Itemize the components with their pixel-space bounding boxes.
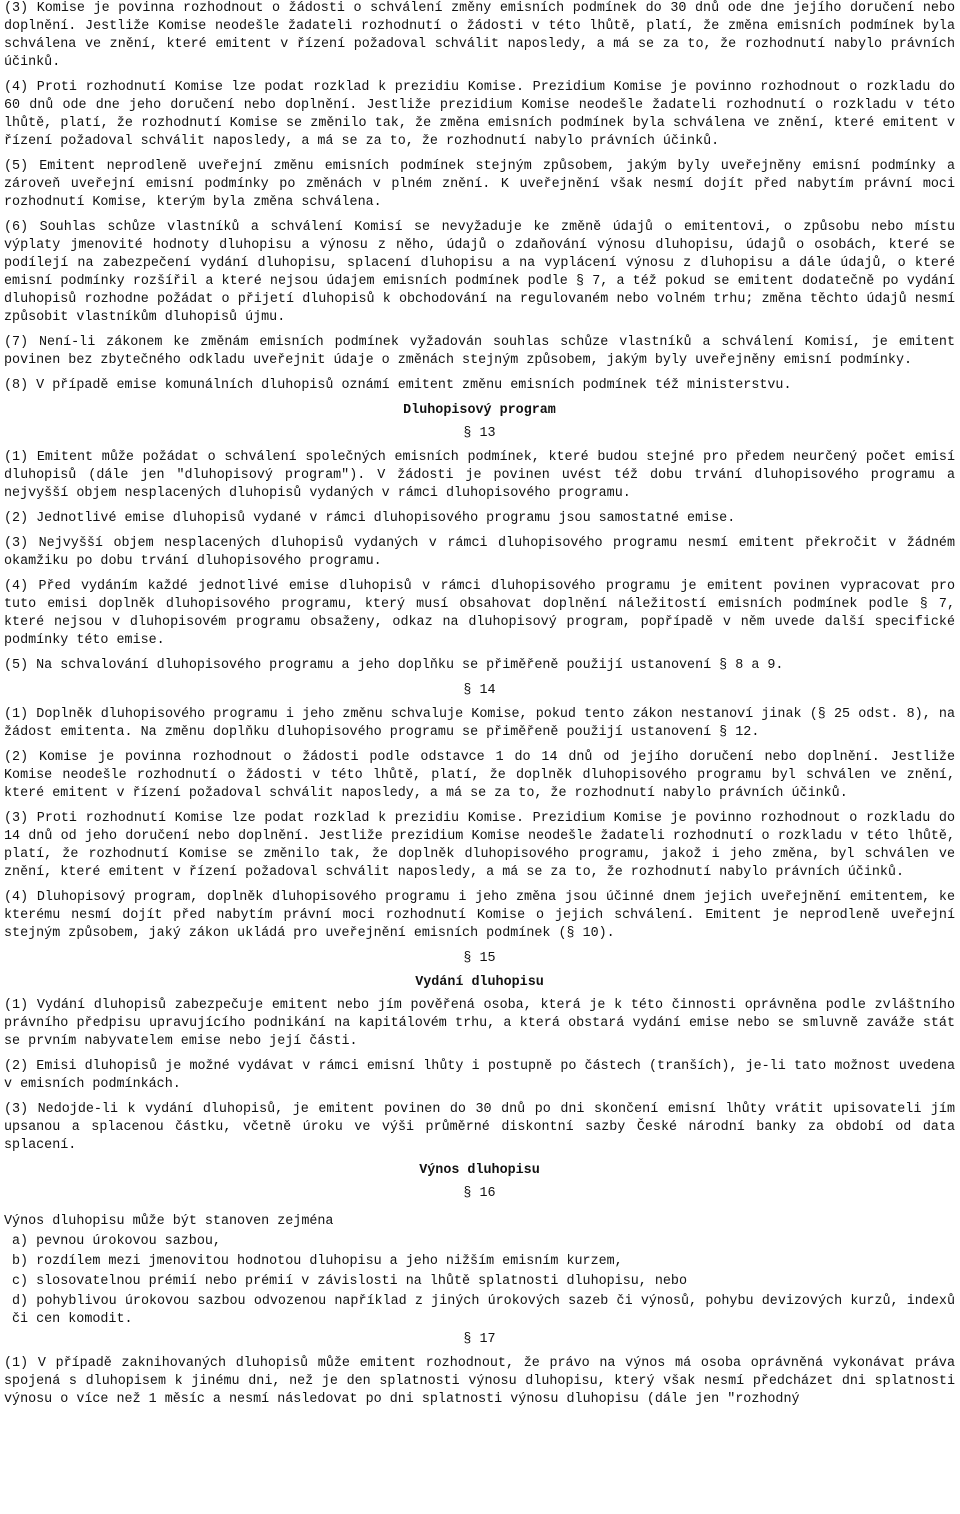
list-item: b) rozdílem mezi jmenovitou hodnotou dluhopisu a jeho nižším emisním kurzem, <box>12 1254 623 1269</box>
paragraph: (1) Doplněk dluhopisového programu i jeho změnu schvaluje Komise, pokud tento zákon nestanoví jinak (§ 25 odst. 8), na žádost emitenta. Na změnu doplňku dluhopisového programu se přiměřeně použijí ustanovení § 12. <box>4 707 955 740</box>
paragraph: (2) Jednotlivé emise dluhopisů vydané v rámci dluhopisového programu jsou samostatné emise. <box>4 511 736 526</box>
paragraph: (3) Proti rozhodnutí Komise lze podat rozklad k prezidiu Komise. Prezidium Komise je povinno rozhodnout o rozkladu do 14 dnů od jeho doručení nebo doplnění. Jestliže prezidium Komise neodešle žadateli rozhodnutí o rozkladu v této lhůtě, platí, že rozhodnutí Komise se změnilo tak, že doplněk dluhopisového programu, jakož i jeho změna, byl schválen ve znění, které emitent v řízení požadoval schválit naposledy, a má se za to, že rozhodnutí nabylo právních účinků. <box>4 811 955 880</box>
paragraph: (1) V případě zaknihovaných dluhopisů může emitent rozhodnout, že právo na výnos má osoba oprávněná vykonávat práva spojená s dluhopisem k jinému dni, než je den splatnosti výnosu dluhopisu, který však nesmí předcházet dni splatnosti výnosu o více než 1 měsíc a nesmí následovat po dni splatnosti výnosu dluhopisu (dále jen "rozhodný <box>4 1356 955 1407</box>
paragraph: (6) Souhlas schůze vlastníků a schválení Komisí se nevyžaduje ke změně údajů o emitentovi, o způsobu nebo místu výplaty jmenovité hodnoty dluhopisu a výnosu z něho, údajů o zdaňování výnosu dluhopisu, údajů o osobách, které se podílejí na zabezpečení vydání dluhopisu, splacení dluhopisu a na vyplácení výnosu z dluhopisu a dále údajů, o které emisní podmínky rozšířil a které nejsou údajem emisních podmínek podle § 7, a též pokud se emitent dodatečně po vydání dluhopisů rozhodne požádat o přijetí dluhopisů k obchodování na regulovaném nebo volném trhu; změna těchto údajů nesmí způsobit vlastníkům dluhopisů újmu. <box>4 220 955 325</box>
list-intro: Výnos dluhopisu může být stanoven zejména <box>4 1214 334 1229</box>
section-number: § 17 <box>463 1332 496 1347</box>
paragraph: (4) Proti rozhodnutí Komise lze podat rozklad k prezidiu Komise. Prezidium Komise je povinno rozhodnout o rozkladu do 60 dnů ode dne jeho doručení nebo doplnění. Jestliže prezidium Komise neodešle žadateli rozhodnutí o rozkladu v této lhůtě, platí, že rozhodnutí Komise se změnilo tak, že změna emisních podmínek byla schválena ve znění, které emitent v řízení požadoval schválit naposledy, a má se za to, že rozhodnutí nabylo právních účinků. <box>4 80 955 149</box>
paragraph: (3) Komise je povinna rozhodnout o žádosti o schválení změny emisních podmínek do 30 dnů ode dne jejího doručení nebo doplnění. Jestliže Komise neodešle žadateli rozhodnutí o žádosti v této lhůtě, platí, že změna emisních podmínek byla schválena ve znění, které emitent v řízení požadoval schválit naposledy, a má se za to, že rozhodnutí nabylo právních účinků. <box>4 1 955 70</box>
paragraph: (1) Vydání dluhopisů zabezpečuje emitent nebo jím pověřená osoba, která je k této činnosti oprávněna podle zvláštního právního předpisu upravujícího podnikání na kapitálovém trhu, a která obstará vydání emise nebo se smluvně zaváže stát se prvním nabyvatelem emise nebo její části. <box>4 998 955 1049</box>
section-heading: Dluhopisový program <box>403 403 556 418</box>
paragraph: (4) Před vydáním každé jednotlivé emise dluhopisů v rámci dluhopisového programu je emitent povinen vypracovat pro tuto emisi doplněk dluhopisového programu, který musí obsahovat doplnění náležitostí emisních podmínek podle § 7, které nejsou v dluhopisovém programu obsaženy, odkaz na dluhopisový program, popřípadě v něm uvede další specifické podmínky této emise. <box>4 579 955 648</box>
section-heading: Vydání dluhopisu <box>415 975 544 990</box>
paragraph: (5) Emitent neprodleně uveřejní změnu emisních podmínek stejným způsobem, jakým byly uveřejněny emisní podmínky a zároveň uveřejní emisní podmínky po změnách v plném znění. K uveřejnění však nesmí dojít před nabytím právní moci rozhodnutí Komise, kterým byla změna schválena. <box>4 159 955 210</box>
list-item: d) pohyblivou úrokovou sazbou odvozenou například z jiných úrokových sazeb či výnosů, pohybu devizových kurzů, indexů či cen komodit. <box>12 1294 955 1327</box>
section-number: § 16 <box>463 1186 496 1201</box>
paragraph: (1) Emitent může požádat o schválení společných emisních podmínek, které budou stejné pro předem neurčený počet emisí dluhopisů (dále jen "dluhopisový program"). V žádosti je povinen uvést též dobu trvání dluhopisového programu a nejvyšší objem nesplacených dluhopisů vydaných v rámci dluhopisového programu. <box>4 450 955 501</box>
paragraph: (7) Není-li zákonem ke změnám emisních podmínek vyžadován souhlas schůze vlastníků a schválení Komisí, je emitent povinen bez zbytečného odkladu uveřejnit údaje o změnách stejným způsobem, jakým byly uveřejněny emisní podmínky. <box>4 335 955 368</box>
paragraph: (3) Nejvyšší objem nesplacených dluhopisů vydaných v rámci dluhopisového programu nesmí emitent překročit v žádném okamžiku po dobu trvání dluhopisového programu. <box>4 536 955 569</box>
list-item: a) pevnou úrokovou sazbou, <box>12 1234 221 1249</box>
paragraph: (5) Na schvalování dluhopisového programu a jeho doplňku se přiměřeně použijí ustanovení § 8 a 9. <box>4 658 784 673</box>
paragraph: (4) Dluhopisový program, doplněk dluhopisového programu i jeho změna jsou účinné dnem jejich uveřejnění emitentem, ke kterému nesmí dojít před nabytím právní moci rozhodnutí Komise o jejich schválení. Emitent je neprodleně uveřejní stejným způsobem, jaký zákon ukládá pro uveřejnění emisních podmínek (§ 10). <box>4 890 955 941</box>
paragraph: (3) Nedojde-li k vydání dluhopisů, je emitent povinen do 30 dnů po dni skončení emisní lhůty vrátit upisovateli jím upsanou a splacenou částku, včetně úroku ve výši průměrné diskontní sazby České národní banky za období od data splacení. <box>4 1102 955 1153</box>
paragraph: (8) V případě emise komunálních dluhopisů oznámí emitent změnu emisních podmínek též ministerstvu. <box>4 378 792 393</box>
section-heading: Výnos dluhopisu <box>419 1163 540 1178</box>
list-item: c) slosovatelnou prémií nebo prémií v závislosti na lhůtě splatnosti dluhopisu, nebo <box>12 1274 687 1289</box>
paragraph: (2) Komise je povinna rozhodnout o žádosti podle odstavce 1 do 14 dnů od jejího doručení nebo doplnění. Jestliže Komise neodešle rozhodnutí o žádosti v této lhůtě, platí, že doplněk dluhopisového programu byl schválen ve znění, které emitent v řízení požadoval schválit naposledy, a má se za to, že rozhodnutí nabylo právních účinků. <box>4 750 955 801</box>
section-number: § 14 <box>463 683 496 698</box>
section-number: § 15 <box>463 951 496 966</box>
paragraph: (2) Emisi dluhopisů je možné vydávat v rámci emisní lhůty i postupně po částech (tranších), je-li tato možnost uvedena v emisních podmínkách. <box>4 1059 955 1092</box>
section-number: § 13 <box>463 426 496 441</box>
